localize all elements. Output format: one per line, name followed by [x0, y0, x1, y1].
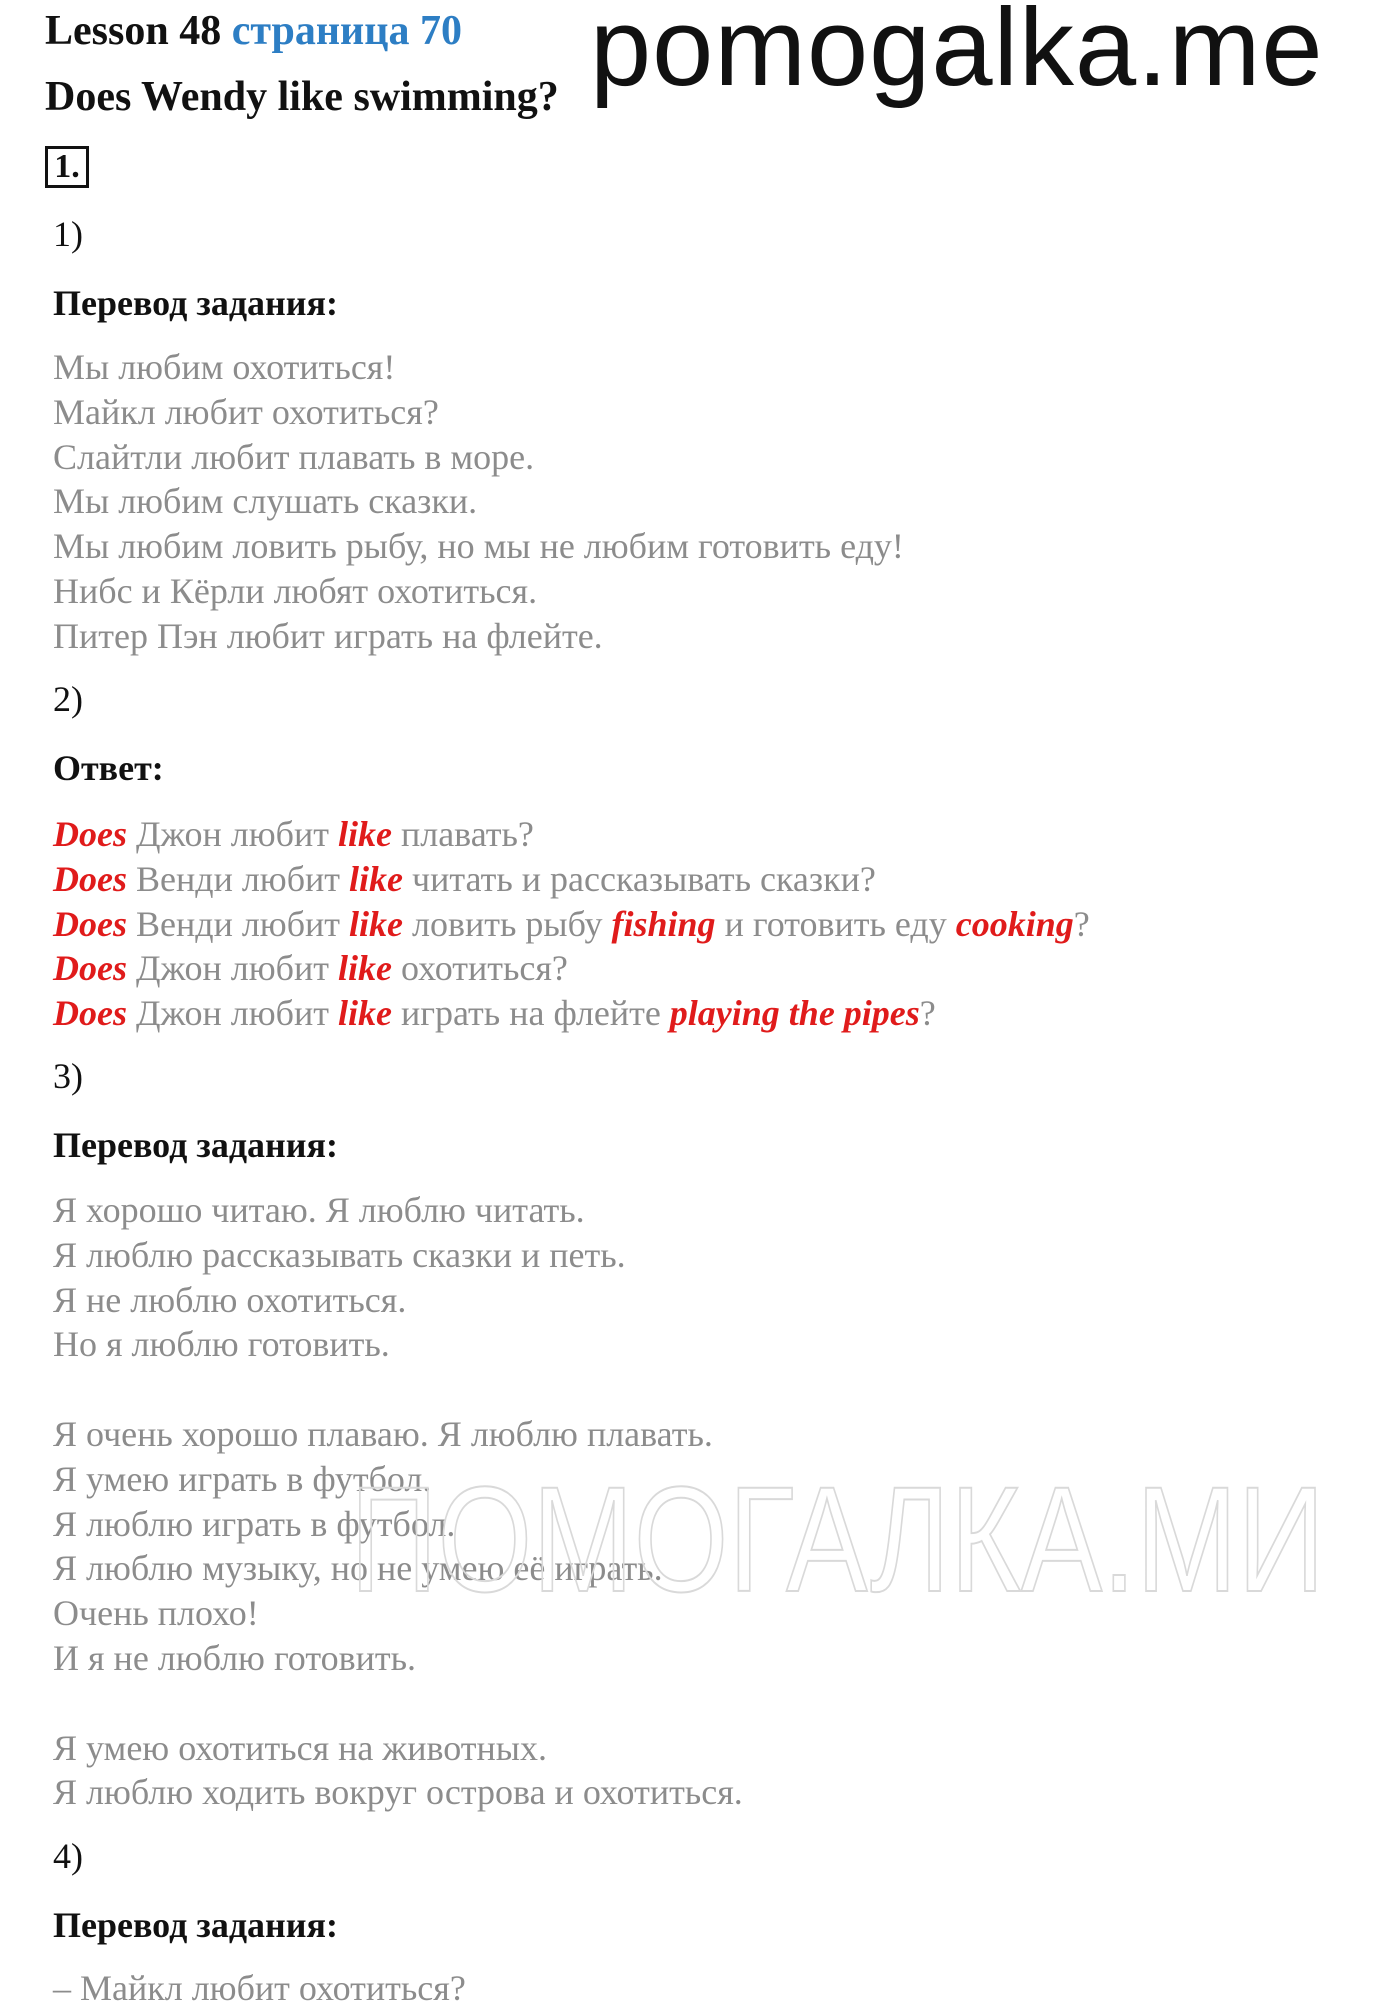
text-line	[53, 1681, 743, 1726]
section-heading-3: Перевод задания:	[53, 1125, 338, 1165]
text-line: Я умею охотиться на животных.	[53, 1727, 547, 1768]
highlighted-word: like	[349, 903, 403, 944]
highlighted-word: like	[337, 948, 392, 989]
text-line: Я умею играть в футбол.	[53, 1458, 432, 1499]
highlighted-word: Does	[53, 993, 127, 1034]
answer-text: Джон любит	[127, 814, 338, 854]
answer-line	[53, 812, 1090, 857]
text-line: Мы любим охотиться!	[53, 347, 396, 387]
answer-text: играть на флейте	[391, 993, 670, 1034]
page-link[interactable]: страница 70	[231, 8, 462, 54]
lesson-number: Lesson 48	[45, 8, 222, 54]
text-line: Я не люблю охотиться.	[53, 1279, 407, 1320]
answer-text: плавать?	[391, 814, 534, 854]
watermark-text: ПОМОГАЛКА.МИ	[350, 1463, 1325, 1613]
text-line	[53, 1367, 743, 1412]
section-number-4: 4)	[53, 1836, 83, 1876]
text-line: Я люблю играть в футбол.	[53, 1503, 456, 1544]
text-line: Я люблю рассказывать сказки и петь.	[53, 1234, 626, 1275]
answer-line	[53, 902, 1090, 947]
text-line: Слайтли любит плавать в море.	[53, 436, 535, 477]
lesson-title: Does Wendy like swimming?	[45, 74, 559, 120]
text-line: Я хорошо читаю. Я люблю читать.	[53, 1190, 585, 1230]
answer-text: читать и рассказывать сказки?	[403, 858, 876, 899]
translation-block-1	[53, 345, 904, 659]
section-number-3: 3)	[53, 1056, 83, 1096]
answer-text: Венди любит	[127, 858, 350, 899]
highlighted-word: Does	[53, 903, 127, 944]
highlighted-word: playing the pipes	[669, 993, 920, 1034]
highlighted-word: Does	[53, 858, 127, 899]
section-number-1: 1)	[53, 214, 83, 254]
answer-text: Венди любит	[127, 903, 350, 944]
text-line: Я люблю ходить вокруг острова и охотиться.	[53, 1772, 743, 1813]
answer-line	[53, 857, 1090, 902]
answer-block	[53, 812, 1090, 1036]
site-brand: pomogalka.me	[590, 0, 1324, 109]
highlighted-word: fishing	[611, 903, 716, 944]
text-line: Нибс и Кёрли любят охотиться.	[53, 570, 538, 611]
watermark	[350, 1463, 1330, 1613]
text-line: Мы любим слушать сказки.	[53, 481, 478, 522]
text-line: Я люблю музыку, но не умею её играть.	[53, 1548, 663, 1589]
answer-text: ?	[1073, 903, 1090, 944]
highlighted-word: like	[337, 993, 392, 1034]
answer-text: ловить рыбу	[403, 903, 612, 944]
answer-line	[53, 946, 1090, 991]
section-heading-1: Перевод задания:	[53, 283, 338, 323]
highlighted-word: cooking	[955, 903, 1074, 944]
section-heading-4: Перевод задания:	[53, 1905, 338, 1945]
highlighted-word: like	[337, 814, 392, 854]
answer-text: ?	[919, 993, 936, 1034]
text-line: Я очень хорошо плаваю. Я люблю плавать.	[53, 1413, 713, 1454]
section-heading-2: Ответ:	[53, 748, 164, 788]
task-number-box: 1.	[45, 146, 89, 188]
highlighted-word: Does	[53, 814, 127, 854]
highlighted-word: Does	[53, 948, 127, 989]
section-number-2: 2)	[53, 679, 83, 719]
lesson-heading	[45, 6, 462, 56]
text-line: Но я люблю готовить.	[53, 1324, 390, 1365]
highlighted-word: like	[349, 858, 403, 899]
answer-text: Джон любит	[127, 993, 338, 1034]
text-line: Очень плохо!	[53, 1593, 259, 1634]
text-line: Питер Пэн любит играть на флейте.	[53, 615, 603, 656]
text-line: – Майкл любит охотиться?	[53, 1968, 466, 2008]
answer-text: охотиться?	[391, 948, 568, 989]
text-line: И я не люблю готовить.	[53, 1637, 417, 1678]
answer-text: Джон любит	[127, 948, 338, 989]
text-line: Мы любим ловить рыбу, но мы не любим готовить еду!	[53, 526, 904, 567]
answer-text: и готовить еду	[715, 903, 956, 944]
translation-block-4	[53, 1966, 466, 2011]
answer-line	[53, 991, 1090, 1036]
text-line: Майкл любит охотиться?	[53, 391, 439, 432]
